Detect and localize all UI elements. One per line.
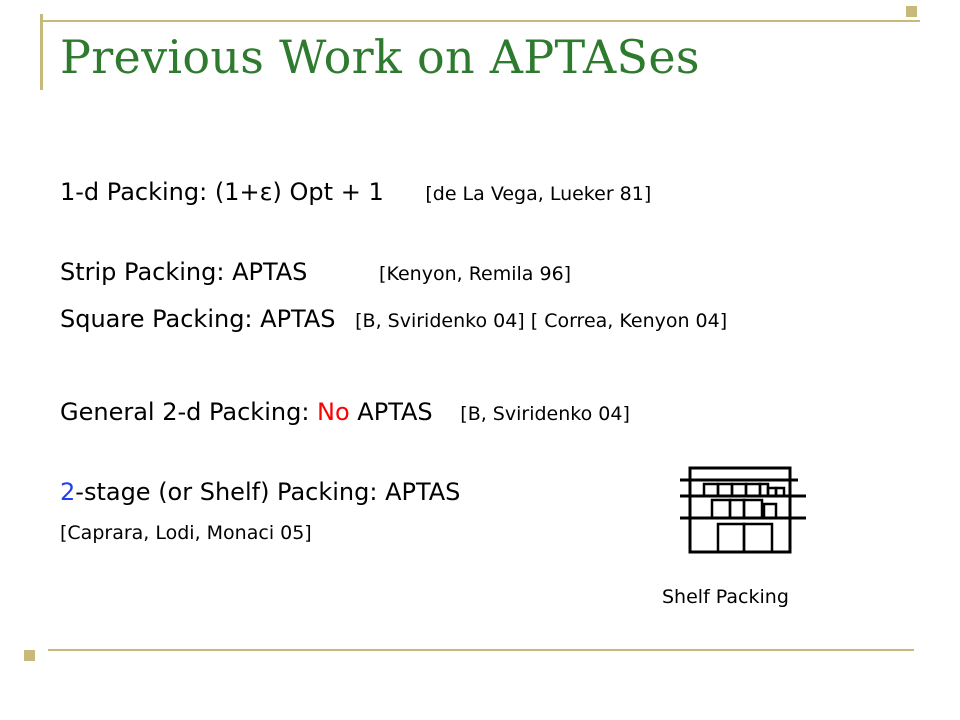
line-strip-label: Strip Packing: APTAS [60, 258, 308, 286]
frame-bottom-square [24, 650, 35, 661]
line-general-citation: [B, Sviridenko 04] [460, 403, 630, 425]
line-square-packing [60, 305, 727, 333]
frame-bottom-rule [48, 649, 914, 651]
line-two-stage-rest: -stage (or Shelf) Packing: APTAS [75, 478, 461, 506]
epsilon-symbol: ε [259, 178, 273, 206]
frame-top-rule [40, 20, 920, 22]
line-two-stage-citation: [Caprara, Lodi, Monaci 05] [60, 522, 312, 544]
slide-title: Previous Work on APTASes [60, 30, 700, 84]
line-square-citation: [B, Sviridenko 04] [ Correa, Kenyon 04] [355, 310, 728, 332]
frame-vertical-rule [40, 14, 43, 90]
line-square-label: Square Packing: APTAS [60, 305, 336, 333]
line-1d-citation: [de La Vega, Lueker 81] [425, 183, 652, 205]
line-general-prefix: General 2-d Packing: [60, 398, 318, 426]
line-strip-citation: [Kenyon, Remila 96] [379, 263, 572, 285]
line-two-stage-num: 2 [60, 478, 76, 506]
shelf-4-items [718, 524, 772, 552]
line-general-no: No [317, 398, 350, 426]
line-strip-packing [60, 258, 571, 286]
line-1d-packing [60, 178, 651, 206]
shelf-packing-diagram [680, 466, 810, 556]
shelf-2-items [704, 484, 784, 496]
frame-top-square [906, 6, 917, 17]
line-two-stage-packing [60, 478, 460, 506]
shelf-3-items [712, 500, 776, 518]
line-1d-label: 1-d Packing: (1+ [60, 178, 260, 206]
figure-caption: Shelf Packing [662, 586, 789, 608]
line-general-packing [60, 398, 630, 426]
line-1d-rest: ) Opt + 1 [272, 178, 384, 206]
line-general-suffix: APTAS [349, 398, 433, 426]
